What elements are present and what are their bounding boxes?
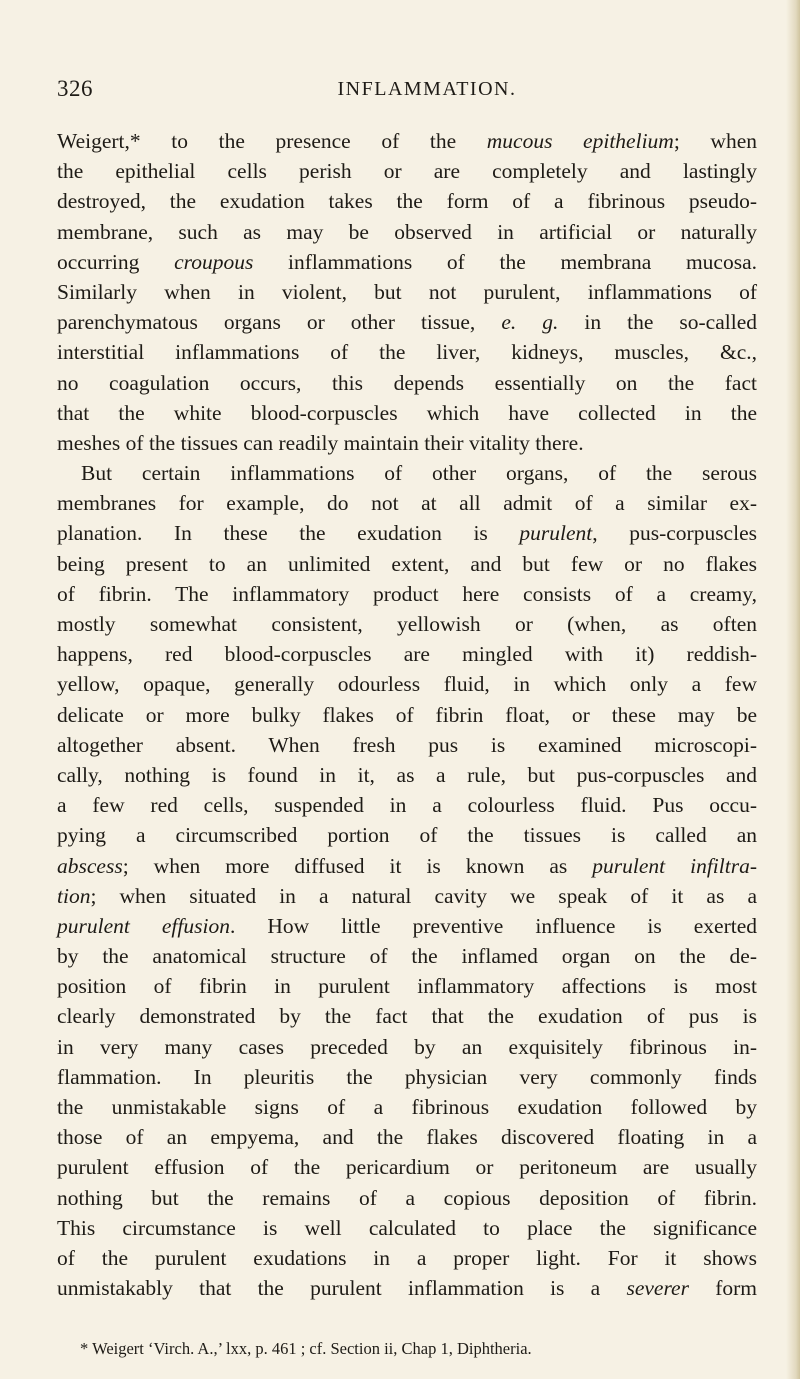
text-line: tion; when situated in a natural cavity we speak of it as a [57,883,757,908]
text-line: clearly demonstrated by the fact that the exudation of pus is [57,1004,757,1029]
text-line: purulent effusion of the pericardium or peritoneum are usually [57,1155,757,1180]
text-line: a few red cells, suspended in a colourless fluid. Pus occu- [57,793,757,818]
text-line: membrane, such as may be observed in artificial or naturally [57,219,757,244]
text-line: cally, nothing is found in it, as a rule, but pus-corpuscles and [57,762,757,787]
text-line: nothing but the remains of a copious deposition of fibrin. [57,1185,757,1210]
text-line: planation. In these the exudation is purulent, pus-corpuscles [57,521,757,546]
text-line: position of fibrin in purulent inflammatory affections is most [57,974,757,999]
page-number: 326 [57,76,93,101]
text-line: membranes for example, do not at all admit of a similar ex- [57,491,757,516]
body-text [57,126,757,1303]
text-line: purulent effusion. How little preventive influence is exerted [57,913,757,938]
text-line: Weigert,* to the presence of the mucous epithelium; when [57,129,757,153]
text-line: yellow, opaque, generally odourless fluid, in which only a few [57,672,757,697]
text-line: destroyed, the exudation takes the form of a fibrinous pseudo- [57,189,757,214]
text-line: by the anatomical structure of the inflamed organ on the de- [57,944,757,969]
text-line: meshes of the tissues can readily maintain their vitality there. [57,430,584,455]
text-line: of the purulent exudations in a proper light. For it shows [57,1245,757,1270]
text-line: no coagulation occurs, this depends essentially on the fact [57,370,757,395]
text-line: pying a circumscribed portion of the tissues is called an [57,823,757,848]
footnote: * Weigert ‘Virch. A.,’ lxx, p. 461 ; cf. Section ii, Chap 1, Diphtheria. [80,1339,532,1358]
text-line: parenchymatous organs or other tissue, e. g. in the so-called [57,310,757,335]
text-line: unmistakably that the purulent inflammation is a severer form [57,1276,757,1301]
text-line: happens, red blood-corpuscles are mingled with it) reddish- [57,642,757,667]
text-line: delicate or more bulky flakes of fibrin float, or these may be [57,702,757,727]
text-line: that the white blood-corpuscles which have collected in the [57,400,757,425]
text-line: of fibrin. The inflammatory product here consists of a creamy, [57,581,757,606]
text-line: in very many cases preceded by an exquisitely fibrinous in- [57,1034,757,1059]
text-line: mostly somewhat consistent, yellowish or (when, as often [57,612,757,636]
page-header [57,76,757,112]
text-line: But certain inflammations of other organs, of the serous [81,461,757,486]
text-line: those of an empyema, and the flakes discovered floating in a [57,1125,757,1150]
text-line: altogether absent. When fresh pus is examined microscopi- [57,732,757,757]
text-line: the unmistakable signs of a fibrinous exudation followed by [57,1095,757,1119]
text-line: occurring croupous inflammations of the membrana mucosa. [57,249,757,274]
text-line: flammation. In pleuritis the physician very commonly finds [57,1064,757,1089]
running-title: INFLAMMATION. [337,78,517,100]
text-line: Similarly when in violent, but not purulent, inflammations of [57,279,757,304]
page-edge [786,0,800,1379]
text-line: being present to an unlimited extent, and but few or no flakes [57,551,757,576]
text-line: the epithelial cells perish or are completely and lastingly [57,159,757,184]
text-line: interstitial inflammations of the liver, kidneys, muscles, &c., [57,340,757,365]
text-line: This circumstance is well calculated to place the significance [57,1215,757,1240]
text-line: abscess; when more diffused it is known as purulent infiltra- [57,853,758,878]
